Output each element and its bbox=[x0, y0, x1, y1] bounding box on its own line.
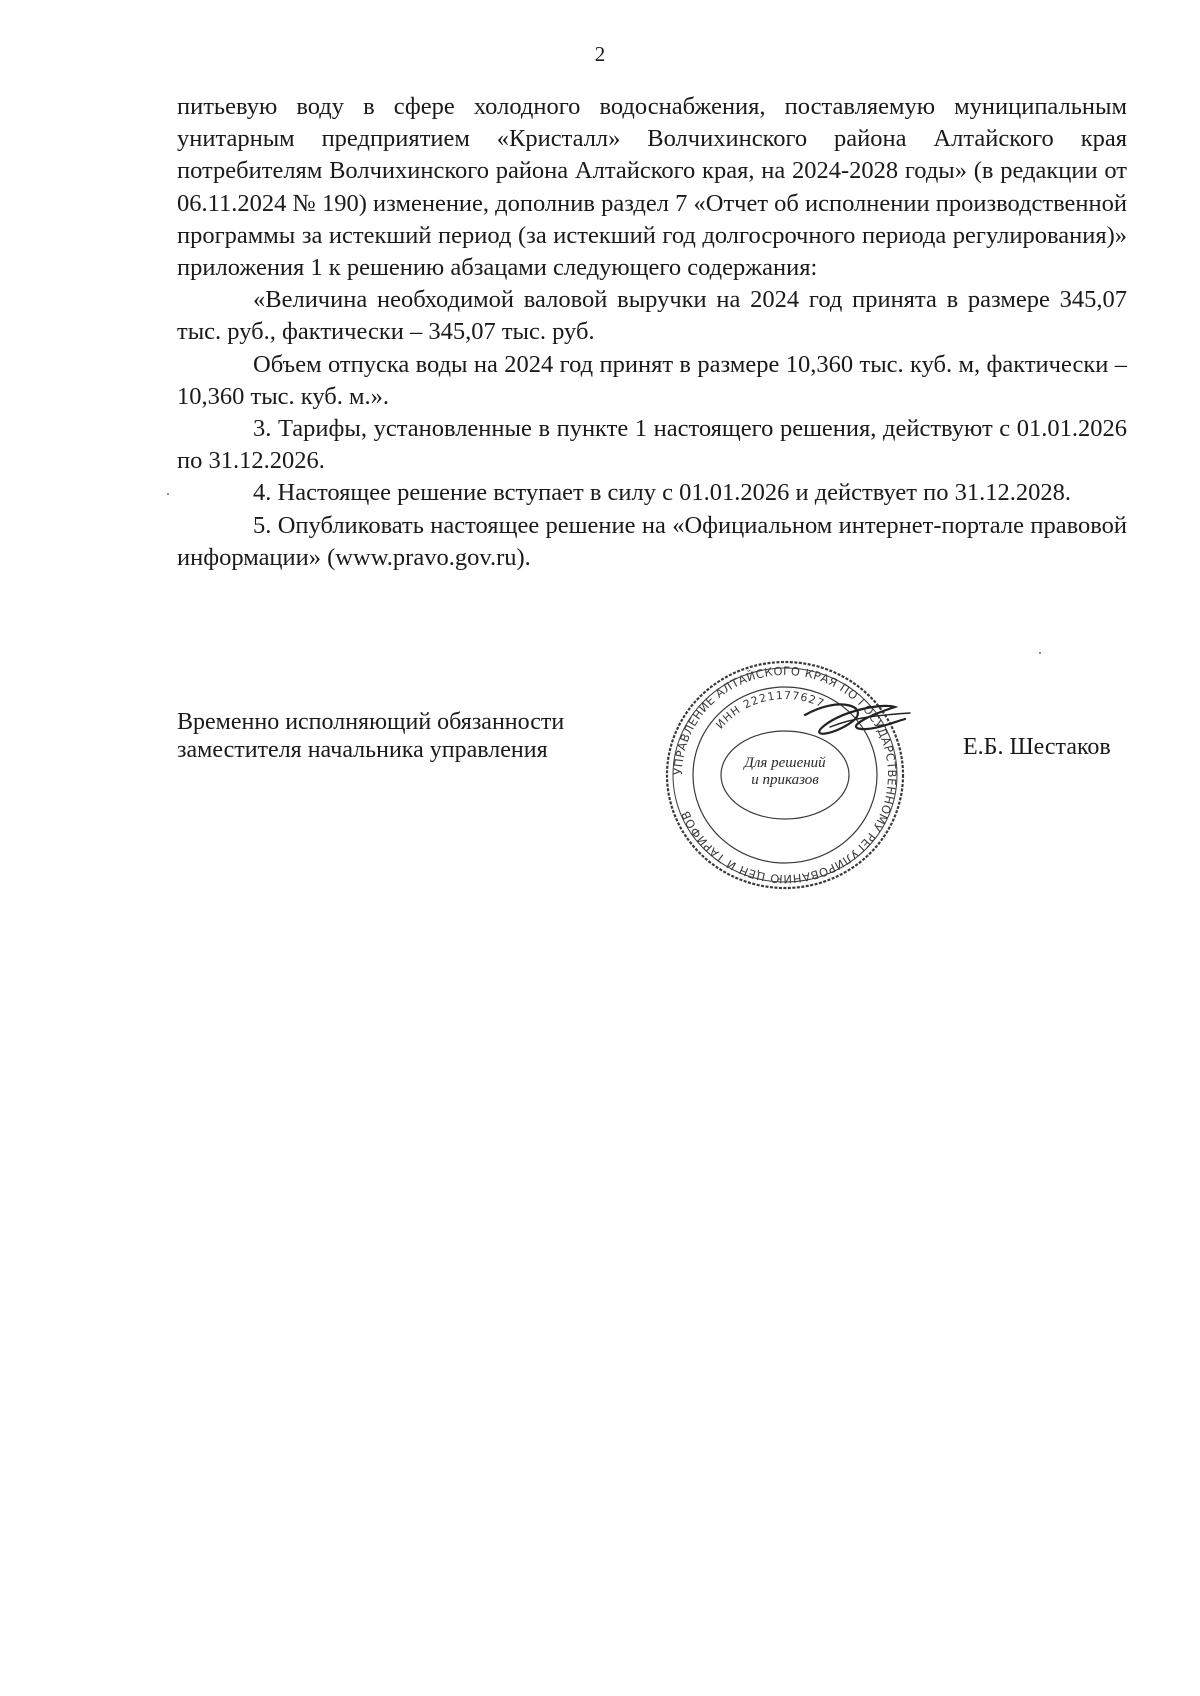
scan-speck bbox=[1039, 652, 1041, 654]
stamp-outer-text: УПРАВЛЕНИЕ АЛТАЙСКОГО КРАЯ ПО ГОСУДАРСТВЕННОМУ РЕГУЛИРОВАНИЮ ЦЕН И ТАРИФОВ bbox=[670, 663, 900, 887]
stamp-center-line1: Для решений bbox=[744, 755, 826, 771]
paragraph-water-volume: Объем отпуска воды на 2024 год принят в размере 10,360 тыс. куб. м, фактически – 10,360 тыс. куб. м.». bbox=[177, 350, 1127, 410]
scan-speck bbox=[167, 493, 169, 495]
signatory-position-line1: Временно исполняющий обязанности bbox=[177, 709, 565, 735]
paragraph-item-3: 3. Тарифы, установленные в пункте 1 настоящего решения, действуют с 01.01.2026 по 31.12.2026. bbox=[177, 415, 1127, 475]
svg-text:ИНН 2221177627 bbox=[713, 689, 826, 732]
paragraph-item-4: 4. Настоящее решение вступает в силу с 01.01.2026 и действует по 31.12.2028. bbox=[253, 479, 1071, 507]
paragraph-continuation: питьевую воду в сфере холодного водоснабжения, поставляемую муниципальным унитарным предприятием «Кристалл» Волчихинского района Алтайского края потребителям Волчихинского района Алтайского края, на 2024-2028 годы» (в редакции от 06.11.2024 № 190) изменение, дополнив раздел 7 «Отчет об исполнении производственной программы за истекший период (за истекший год долгосрочного периода регулирования)» приложения 1 к решению абзацами следующего содержания: bbox=[177, 93, 1127, 282]
paragraph-revenue: «Величина необходимой валовой выручки на 2024 год принята в размере 345,07 тыс. руб., фактически – 345,07 тыс. руб. bbox=[177, 286, 1127, 346]
signatory-position-line2: заместителя начальника управления bbox=[177, 737, 548, 763]
stamp-inn-text: ИНН 2221177627 bbox=[713, 688, 827, 732]
signatory-position bbox=[177, 708, 564, 764]
document-body bbox=[177, 91, 1127, 574]
stamp-center-line2: и приказов bbox=[751, 772, 819, 788]
stamp-center-text bbox=[730, 755, 840, 789]
page-number: 2 bbox=[594, 42, 606, 66]
official-stamp bbox=[655, 655, 915, 895]
paragraph-item-5: 5. Опубликовать настоящее решение на «Официальном интернет-портале правовой информации» (www.pravo.gov.ru). bbox=[177, 511, 1127, 571]
signatory-name: Е.Б. Шестаков bbox=[963, 734, 1111, 760]
